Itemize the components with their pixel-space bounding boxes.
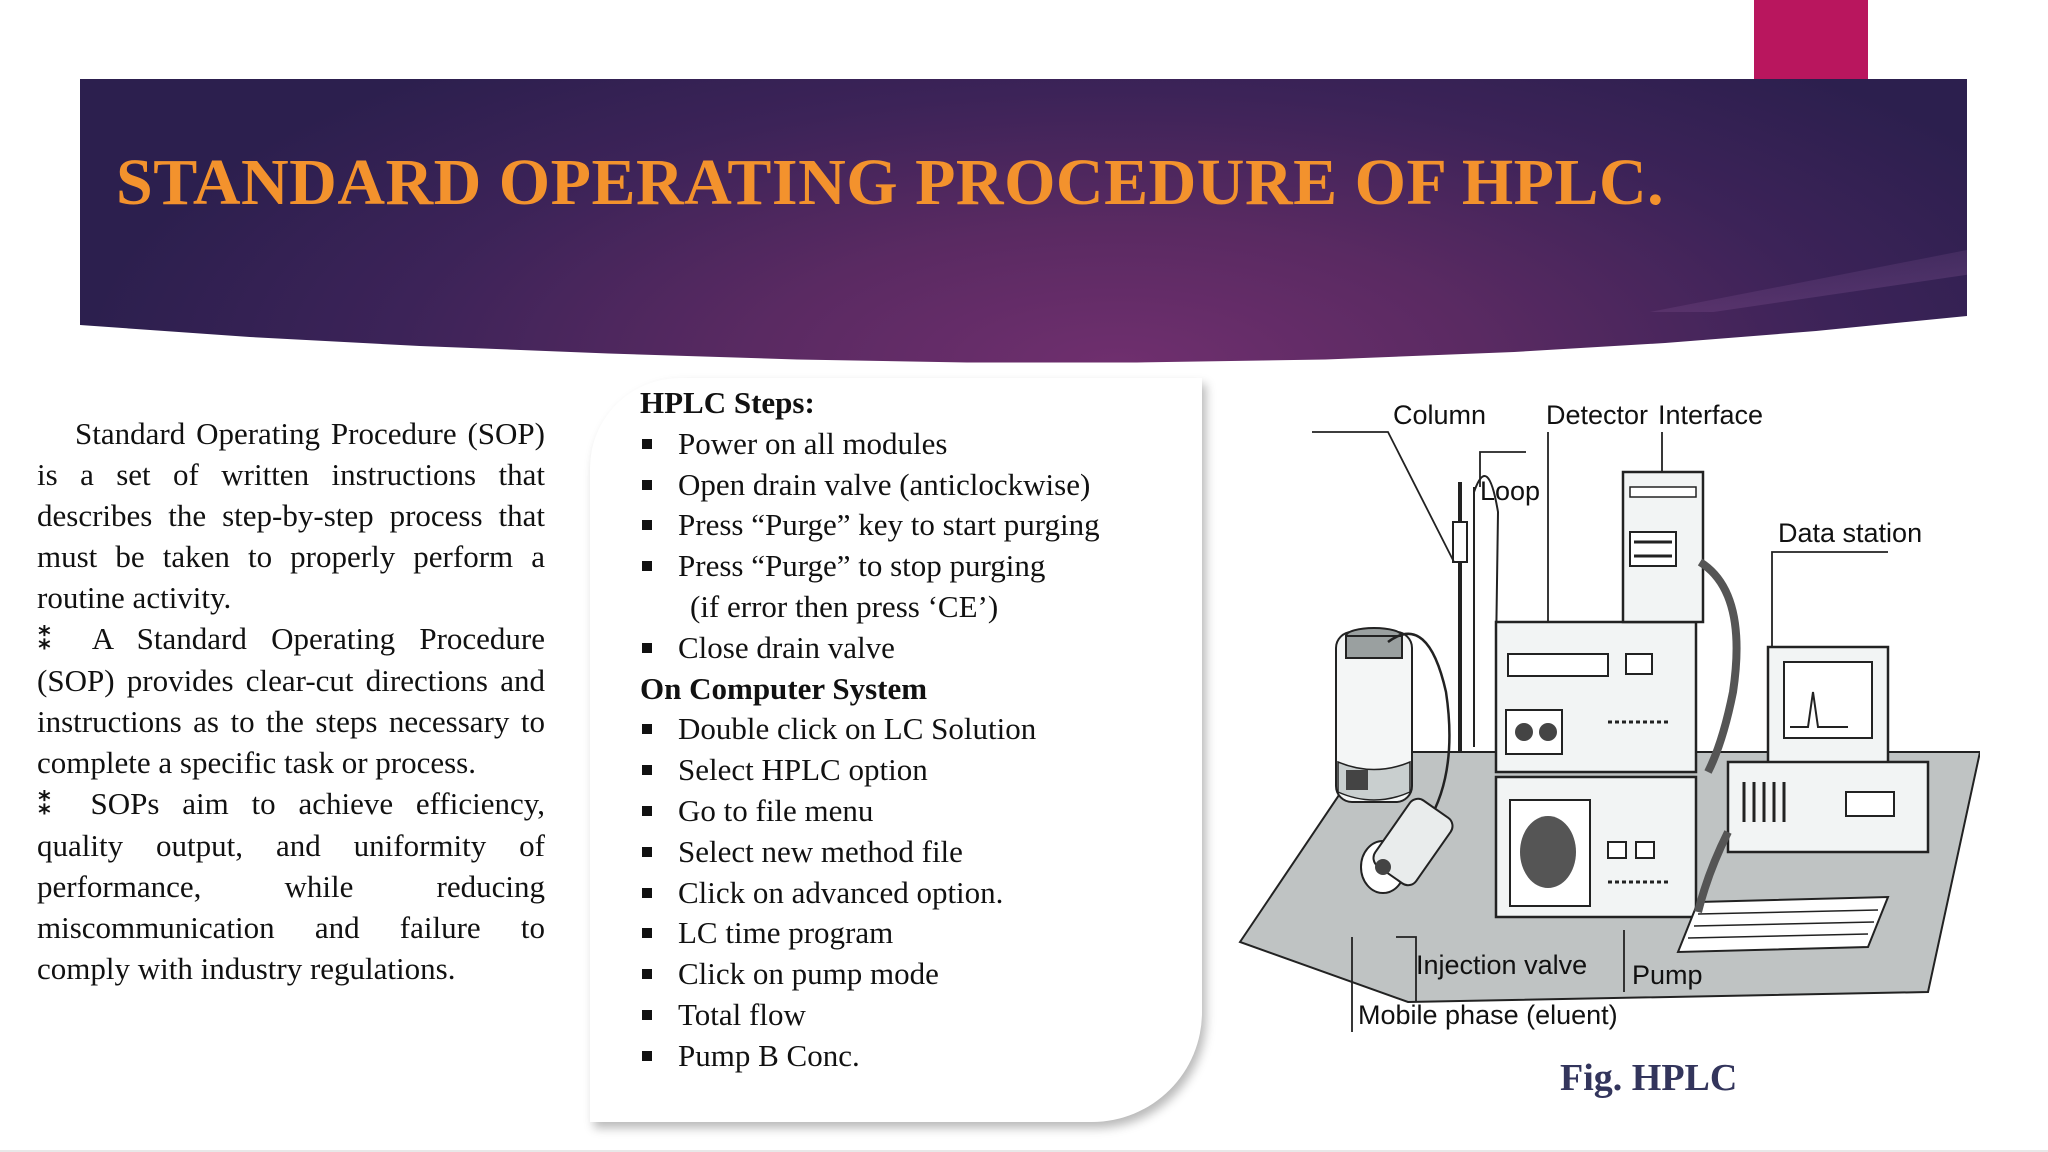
- intro-paragraph-2: [37, 618, 545, 783]
- sop-description: [37, 413, 545, 989]
- interface-icon: [1623, 472, 1703, 622]
- title-banner: [80, 79, 1967, 379]
- slide-title: STANDARD OPERATING PROCEDURE OF HPLC.: [116, 146, 1665, 219]
- hplc-diagram: [1228, 392, 1980, 1052]
- figure-caption: Fig. HPLC: [1560, 1057, 1738, 1099]
- list-item: Close drain valve: [640, 628, 1200, 669]
- purge-error-note: (if error then press ‘CE’): [690, 588, 999, 624]
- solvent-bottle-icon: [1336, 628, 1412, 802]
- steps-heading: HPLC Steps:: [640, 385, 815, 420]
- list-item: LC time program: [640, 913, 1200, 954]
- intro-paragraph-1: Standard Operating Procedure (SOP) is a set of written instructions that describes the step-by-step process that must be taken to properly perform a routine activity.: [37, 416, 545, 615]
- label-data-station: Data station: [1778, 518, 1923, 548]
- computer-steps: [640, 709, 1200, 1076]
- list-item: Click on pump mode: [640, 954, 1200, 995]
- list-item: Go to file menu: [640, 791, 1200, 832]
- list-item: Select new method file: [640, 832, 1200, 873]
- intro-paragraph-3: [37, 783, 545, 989]
- list-item: Press “Purge” key to start purging: [640, 505, 1200, 546]
- module-steps-end: [640, 628, 1200, 669]
- asterism-icon: ⁑: [37, 788, 68, 821]
- list-item: Open drain valve (anticlockwise): [640, 465, 1200, 506]
- label-column: Column: [1393, 400, 1487, 430]
- intro-paragraph-3-text: SOPs aim to achieve efficiency, quality output, and uniformity of performance, while reducing miscommunication and failure to comply with industry regulations.: [37, 786, 545, 986]
- label-pump: Pump: [1632, 960, 1703, 990]
- label-loop: Loop: [1480, 476, 1541, 506]
- label-detector: Detector: [1546, 400, 1649, 430]
- computer-heading: On Computer System: [640, 670, 928, 706]
- list-item: Click on advanced option.: [640, 873, 1200, 914]
- module-steps: [640, 424, 1200, 587]
- list-item: Power on all modules: [640, 424, 1200, 465]
- list-item: Double click on LC Solution: [640, 709, 1200, 750]
- hplc-steps-list: [640, 383, 1200, 1077]
- list-item: Select HPLC option: [640, 750, 1200, 791]
- column-icon: [1453, 482, 1474, 752]
- pump-icon: [1496, 777, 1696, 917]
- cable-line: [1700, 562, 1737, 772]
- detector-icon: [1496, 622, 1696, 772]
- list-item: Total flow: [640, 995, 1200, 1036]
- label-mobile-phase: Mobile phase (eluent): [1358, 1000, 1618, 1030]
- list-item: Pump B Conc.: [640, 1036, 1200, 1077]
- intro-paragraph-2-text: A Standard Operating Procedure (SOP) provides clear-cut directions and instructions as to the steps necessary to complete a specific task or process.: [37, 621, 545, 780]
- list-item: Press “Purge” to stop purging: [640, 546, 1200, 587]
- label-interface: Interface: [1658, 400, 1764, 430]
- label-injection-valve: Injection valve: [1416, 950, 1588, 980]
- asterism-icon: ⁑: [37, 623, 70, 656]
